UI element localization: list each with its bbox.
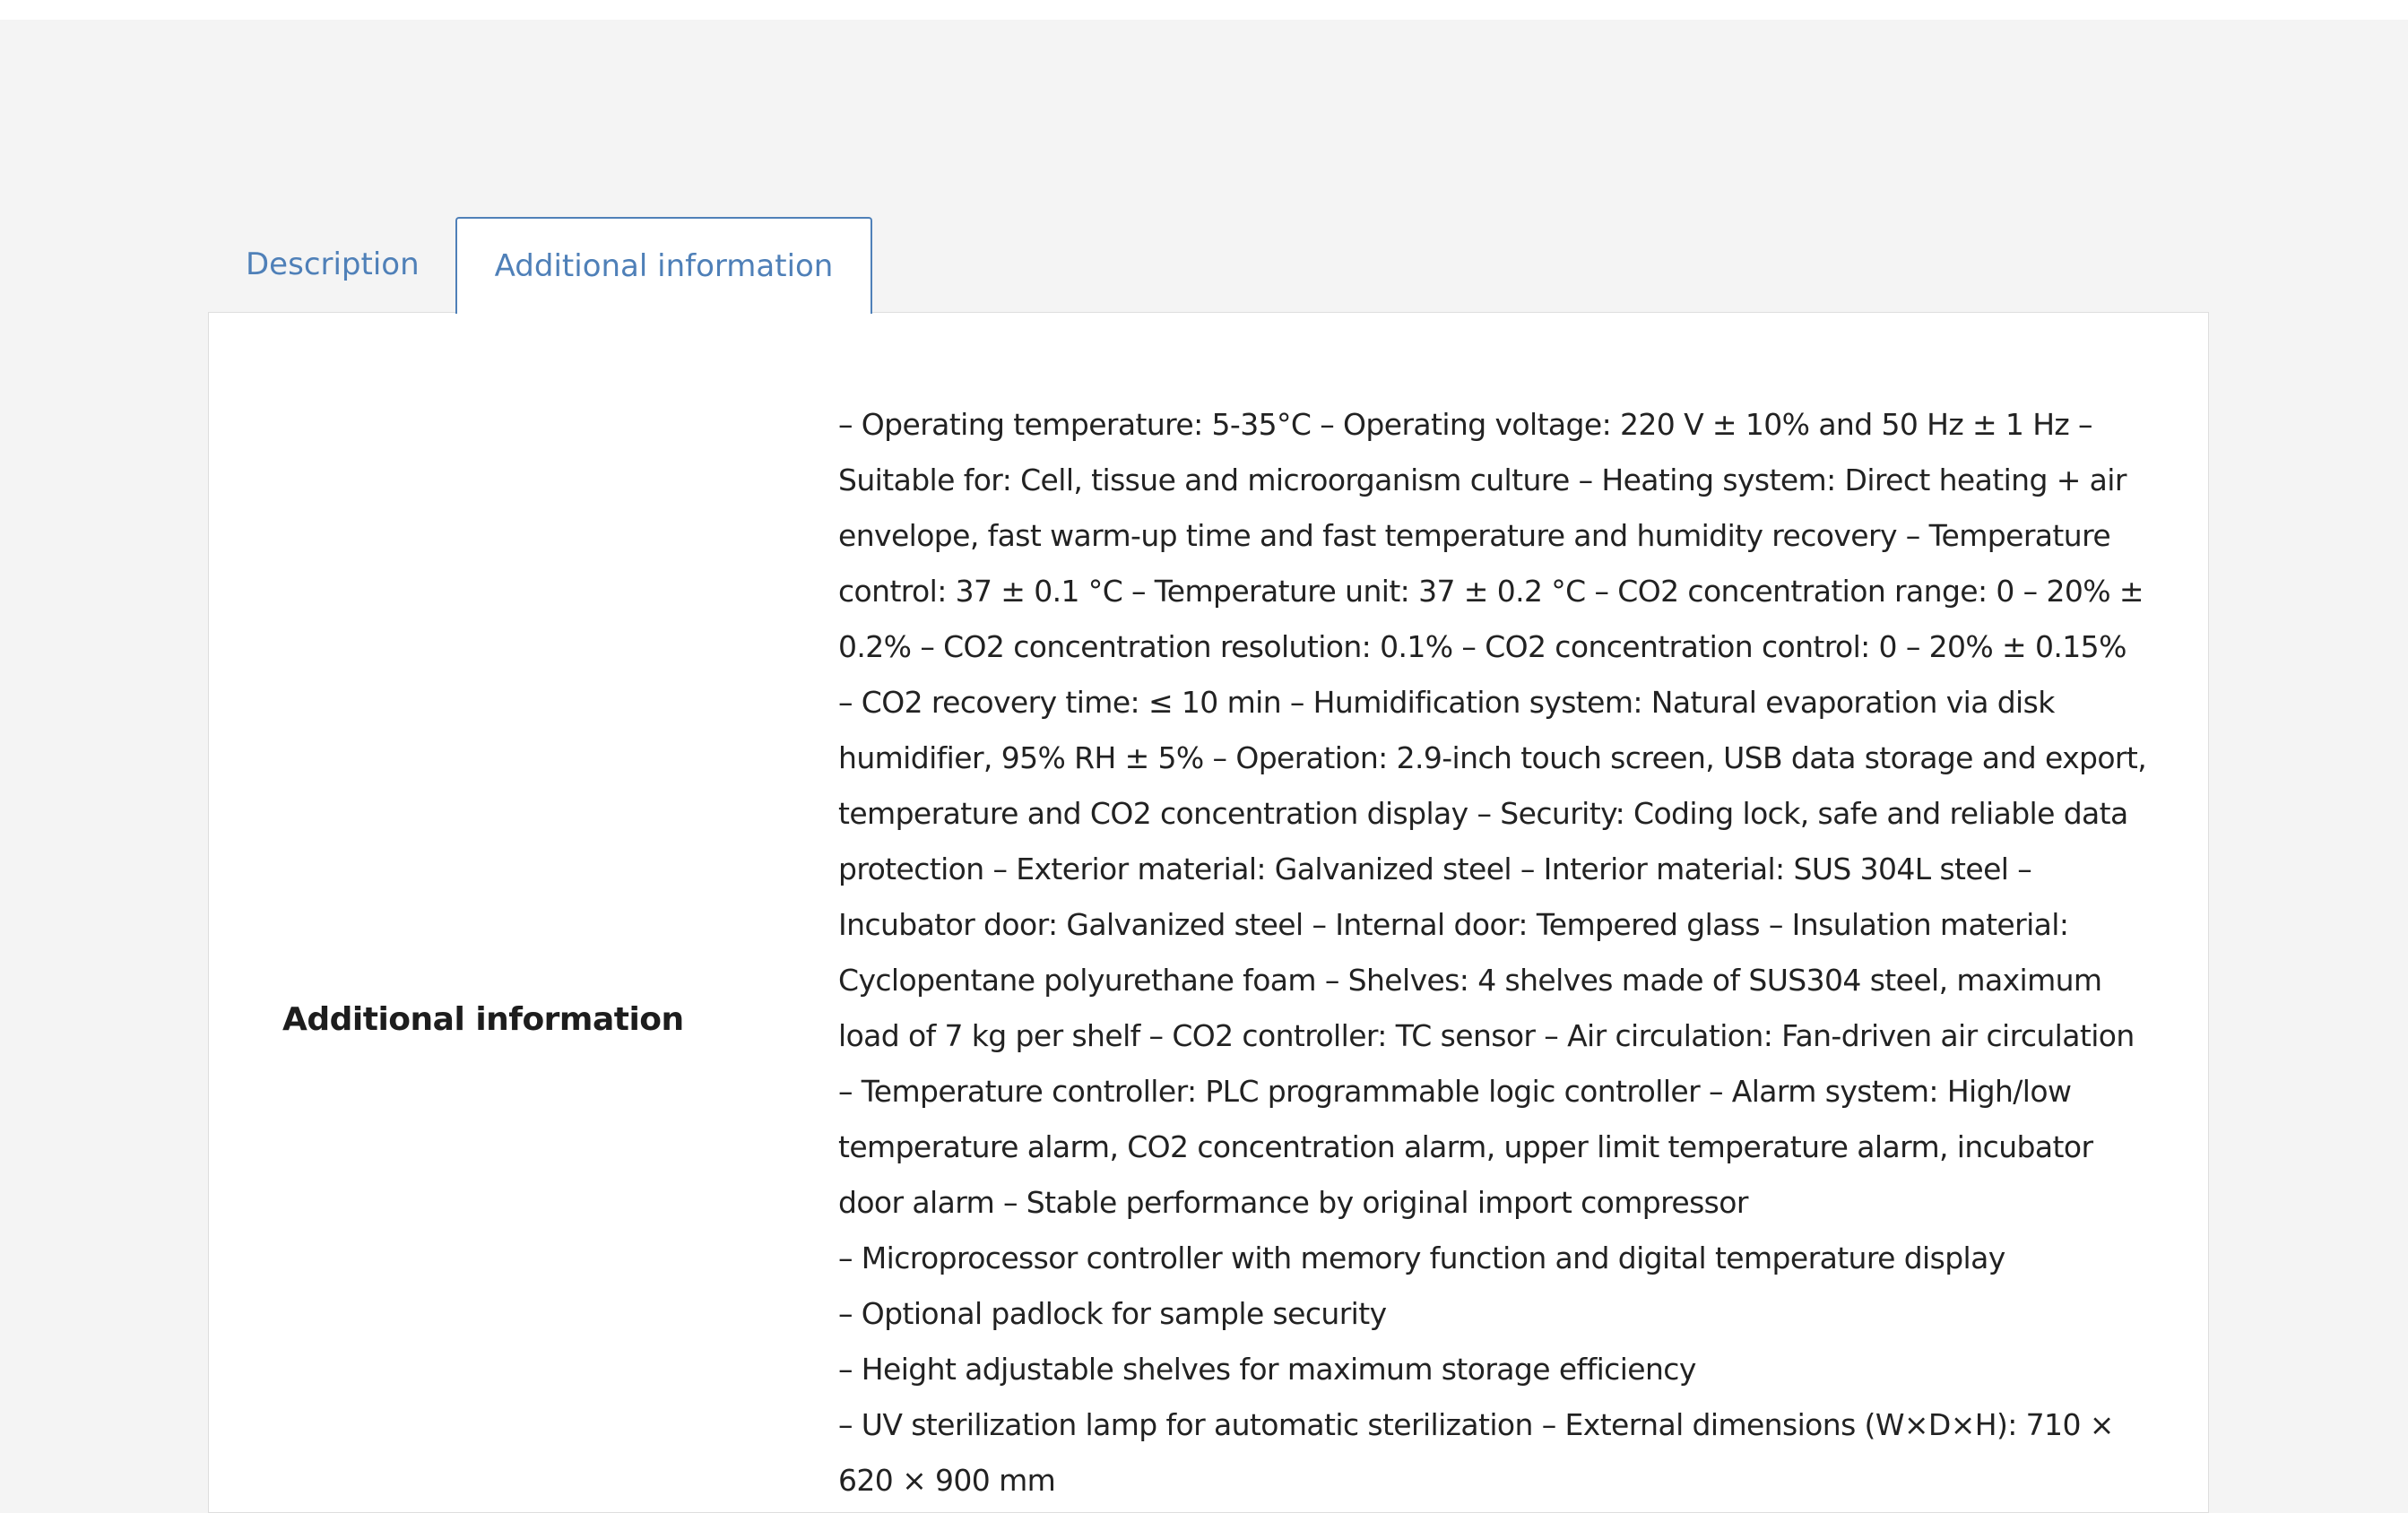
- product-tabs: [208, 217, 872, 314]
- tab-description[interactable]: Description: [246, 246, 420, 282]
- attribute-paragraph: – Optional padlock for sample security: [838, 1296, 1387, 1331]
- attribute-paragraph: – UV sterilization lamp for automatic sterilization – External dimensions (W×D×H): 710 × 620 × 900 mm: [838, 1407, 2114, 1498]
- attribute-paragraph: – Operating temperature: 5-35°C – Operating voltage: 220 V ± 10% and 50 Hz ± 1 Hz – Suitable for: Cell, tissue and microorganism culture – Heating system: Direct heating + air envelope, fast warm-up time and fast temperature and humidity recovery – Temperature control: 37 ± 0.1 °C – Temperature unit: 37 ± 0.2 °C – CO2 concentration range: 0 – 20% ± 0.2% – CO2 concentration resolution: 0.1% – CO2 concentration control: 0 – 20% ± 0.15% – CO2 recovery time: ≤ 10 min – Humidification system: Natural evaporation via disk humidifier, 95% RH ± 5% – Operation: 2.9-inch touch screen, USB data storage and export, temperature and CO2 concentration display – Security: Coding lock, safe and reliable data protection – Exterior material: Galvanized steel – Interior material: SUS 304L steel – Incubator door: Galvanized steel – Internal door: Tempered glass – Insulation material: Cyclopentane polyurethane foam – Shelves: 4 shelves made of SUS304 steel, maximum load of 7 kg per shelf – CO2 controller: TC sensor – Air circulation: Fan-driven air circulation – Temperature controller: PLC programmable logic controller – Alarm system: High/low temperature alarm, CO2 concentration alarm, upper limit temperature alarm, incubator door alarm – Stable performance by original import compressor: [838, 407, 2147, 1220]
- tab-panel-additional-information: [208, 312, 2209, 1513]
- attribute-value: [838, 397, 2147, 1509]
- tab-additional-information[interactable]: Additional information: [455, 217, 873, 314]
- attribute-paragraph: – Height adjustable shelves for maximum storage efficiency: [838, 1352, 1696, 1387]
- attribute-paragraph: – Microprocessor controller with memory function and digital temperature display: [838, 1241, 2005, 1275]
- attribute-label: Additional information: [282, 1001, 684, 1038]
- top-header-strip: [0, 0, 2408, 20]
